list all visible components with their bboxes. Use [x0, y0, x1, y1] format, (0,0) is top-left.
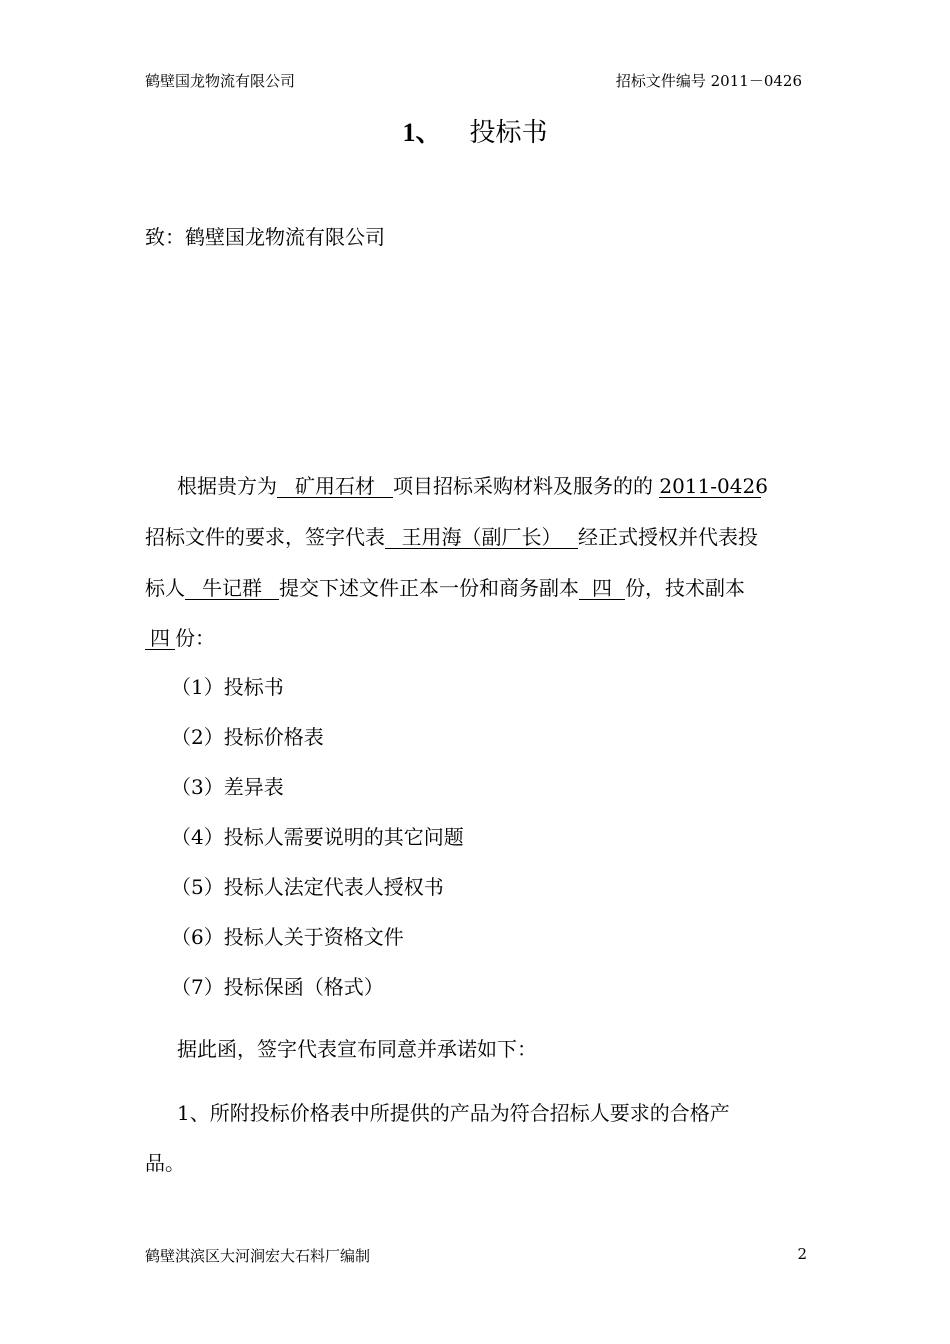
- title-number: 1、: [402, 118, 442, 147]
- body-line-4: 四 份：: [145, 622, 215, 651]
- header-company: 鹤壁国龙物流有限公司: [145, 72, 296, 90]
- technical-copies-field: 四: [145, 628, 175, 650]
- list-item: （1）投标书: [171, 675, 284, 699]
- list-item: （5）投标人法定代表人授权书: [171, 875, 444, 899]
- commitment-1-line-2: 品。: [145, 1151, 185, 1175]
- commitment-1-line-1: 1、所附投标价格表中所提供的产品为符合招标人要求的合格产: [177, 1101, 730, 1125]
- list-item: （3）差异表: [171, 775, 284, 799]
- list-item: （7）投标保函（格式）: [171, 975, 384, 999]
- list-item: （6）投标人关于资格文件: [171, 925, 404, 949]
- recipient-line: 致：鹤壁国龙物流有限公司: [145, 225, 385, 249]
- body-line-2: 招标文件的要求，签字代表 王用海（副厂长） 经正式授权并代表投: [145, 525, 758, 549]
- page-title: [0, 112, 950, 149]
- tender-number-field: 2011-0426: [659, 474, 768, 498]
- declaration-line: 据此函，签字代表宣布同意并承诺如下：: [177, 1037, 537, 1061]
- footer-compiler: 鹤壁淇滨区大河涧宏大石料厂编制: [145, 1247, 371, 1265]
- footer-page-number: 2: [797, 1245, 807, 1263]
- body-line-3: 标人 牛记群 提交下述文件正本一份和商务副本 四 份，技术副本: [145, 576, 745, 600]
- signer-field: 王用海（副厂长）: [385, 527, 578, 549]
- body-line-1: 根据贵方为 矿用石材 项目招标采购材料及服务的的 2011-0426: [177, 474, 768, 498]
- commercial-copies-field: 四: [579, 578, 625, 600]
- title-text: 投标书: [469, 118, 548, 148]
- bidder-field: 牛记群: [185, 578, 279, 600]
- project-name-field: 矿用石材: [277, 476, 393, 498]
- header-doc-number: 招标文件编号 2011－0426: [615, 72, 802, 90]
- list-item: （2）投标价格表: [171, 725, 324, 749]
- list-item: （4）投标人需要说明的其它问题: [171, 825, 464, 849]
